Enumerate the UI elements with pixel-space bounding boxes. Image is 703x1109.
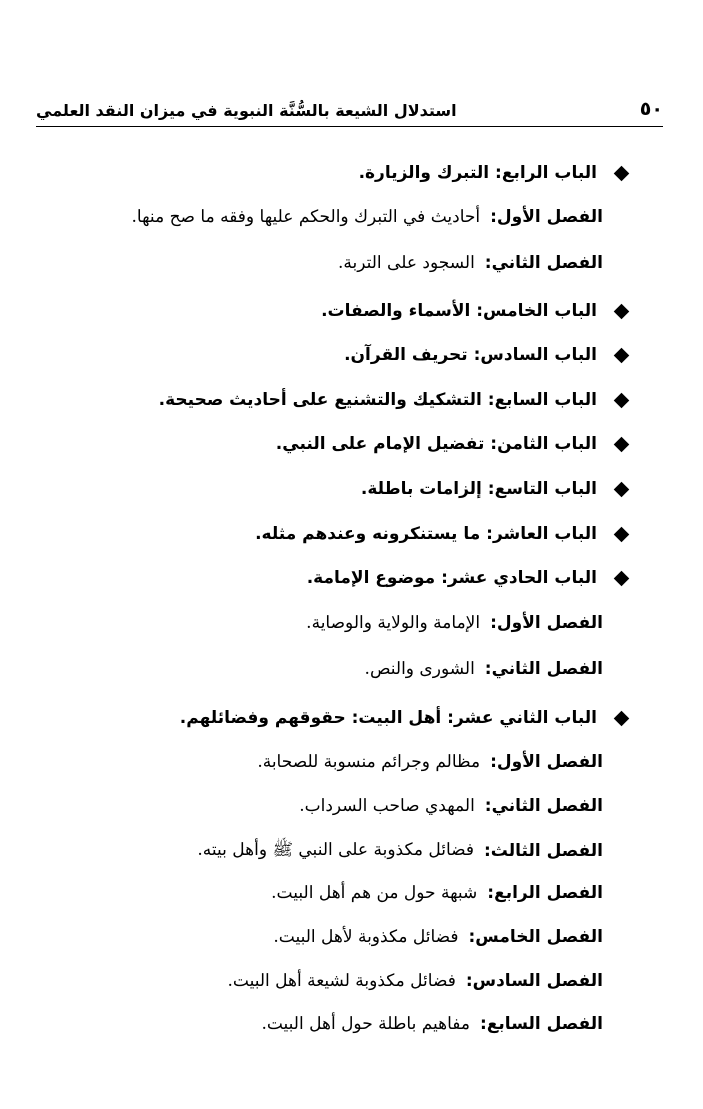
fasl-label: الفصل الخامس: bbox=[468, 927, 603, 947]
bab-heading: الباب الرابع: التبرك والزيارة. bbox=[30, 156, 623, 190]
fasl-line bbox=[30, 876, 623, 910]
fasl-line bbox=[30, 200, 623, 234]
diamond-bullet-icon bbox=[614, 165, 630, 181]
fasl-label: الفصل الثالث: bbox=[484, 841, 603, 861]
bab-heading: الباب الثاني عشر: أهل البيت: حقوقهم وفضائلهم. bbox=[30, 701, 623, 735]
fasl-text: شبهة حول من هم أهل البيت. bbox=[271, 883, 478, 903]
diamond-bullet-icon bbox=[614, 570, 630, 586]
fasl-line bbox=[30, 606, 623, 640]
diamond-bullet-icon bbox=[614, 392, 630, 408]
fasl-label: الفصل السادس: bbox=[465, 971, 603, 991]
fasl-label: الفصل الأول: bbox=[490, 613, 603, 633]
fasl-label: الفصل الثاني: bbox=[484, 253, 603, 273]
bab-heading: الباب العاشر: ما يستنكرونه وعندهم مثله. bbox=[30, 517, 623, 551]
fasl-label: الفصل السابع: bbox=[480, 1014, 603, 1034]
fasl-line bbox=[30, 1007, 623, 1041]
fasl-line bbox=[30, 246, 623, 280]
diamond-bullet-icon bbox=[614, 526, 630, 542]
running-header-title: استدلال الشيعة بالسُّنَّة النبوية في ميزان النقد العلمي bbox=[36, 101, 457, 120]
fasl-line bbox=[30, 745, 623, 779]
bab-heading: الباب الثامن: تفضيل الإمام على النبي. bbox=[30, 427, 623, 461]
bab-heading: الباب الخامس: الأسماء والصفات. bbox=[30, 294, 623, 328]
running-header bbox=[36, 86, 663, 127]
fasl-text: المهدي صاحب السرداب. bbox=[299, 796, 475, 816]
fasl-label: الفصل الرابع: bbox=[487, 883, 603, 903]
bab-heading: الباب الحادي عشر: موضوع الإمامة. bbox=[30, 561, 623, 595]
fasl-text: فضائل مكذوبة لأهل البيت. bbox=[273, 927, 459, 947]
fasl-line bbox=[30, 652, 623, 686]
diamond-bullet-icon bbox=[614, 481, 630, 497]
fasl-text: مفاهيم باطلة حول أهل البيت. bbox=[261, 1014, 471, 1034]
fasl-label: الفصل الأول: bbox=[490, 752, 603, 772]
fasl-text: مظالم وجرائم منسوبة للصحابة. bbox=[257, 752, 481, 772]
fasl-line bbox=[30, 789, 623, 823]
page-number: ٥٠ bbox=[639, 98, 663, 120]
fasl-line bbox=[30, 964, 623, 998]
fasl-text: السجود على التربة. bbox=[337, 253, 475, 273]
bab-heading: الباب السادس: تحريف القرآن. bbox=[30, 338, 623, 372]
fasl-label: الفصل الثاني: bbox=[484, 659, 603, 679]
fasl-text: فضائل مكذوبة على النبي ﷺ وأهل بيته. bbox=[197, 839, 474, 860]
fasl-line bbox=[30, 834, 623, 868]
diamond-bullet-icon bbox=[614, 710, 630, 726]
fasl-text: فضائل مكذوبة لشيعة أهل البيت. bbox=[227, 971, 456, 991]
fasl-label: الفصل الأول: bbox=[490, 207, 603, 227]
diamond-bullet-icon bbox=[614, 347, 630, 363]
diamond-bullet-icon bbox=[614, 436, 630, 452]
fasl-label: الفصل الثاني: bbox=[484, 796, 603, 816]
bab-heading: الباب التاسع: إلزامات باطلة. bbox=[30, 472, 623, 506]
fasl-text: الشورى والنص. bbox=[364, 659, 475, 679]
bab-heading: الباب السابع: التشكيك والتشنيع على أحاديث صحيحة. bbox=[30, 383, 623, 417]
diamond-bullet-icon bbox=[614, 303, 630, 319]
fasl-text: الإمامة والولاية والوصاية. bbox=[306, 613, 481, 633]
fasl-line bbox=[30, 920, 623, 954]
fasl-text: أحاديث في التبرك والحكم عليها وفقه ما صح منها. bbox=[131, 207, 481, 227]
